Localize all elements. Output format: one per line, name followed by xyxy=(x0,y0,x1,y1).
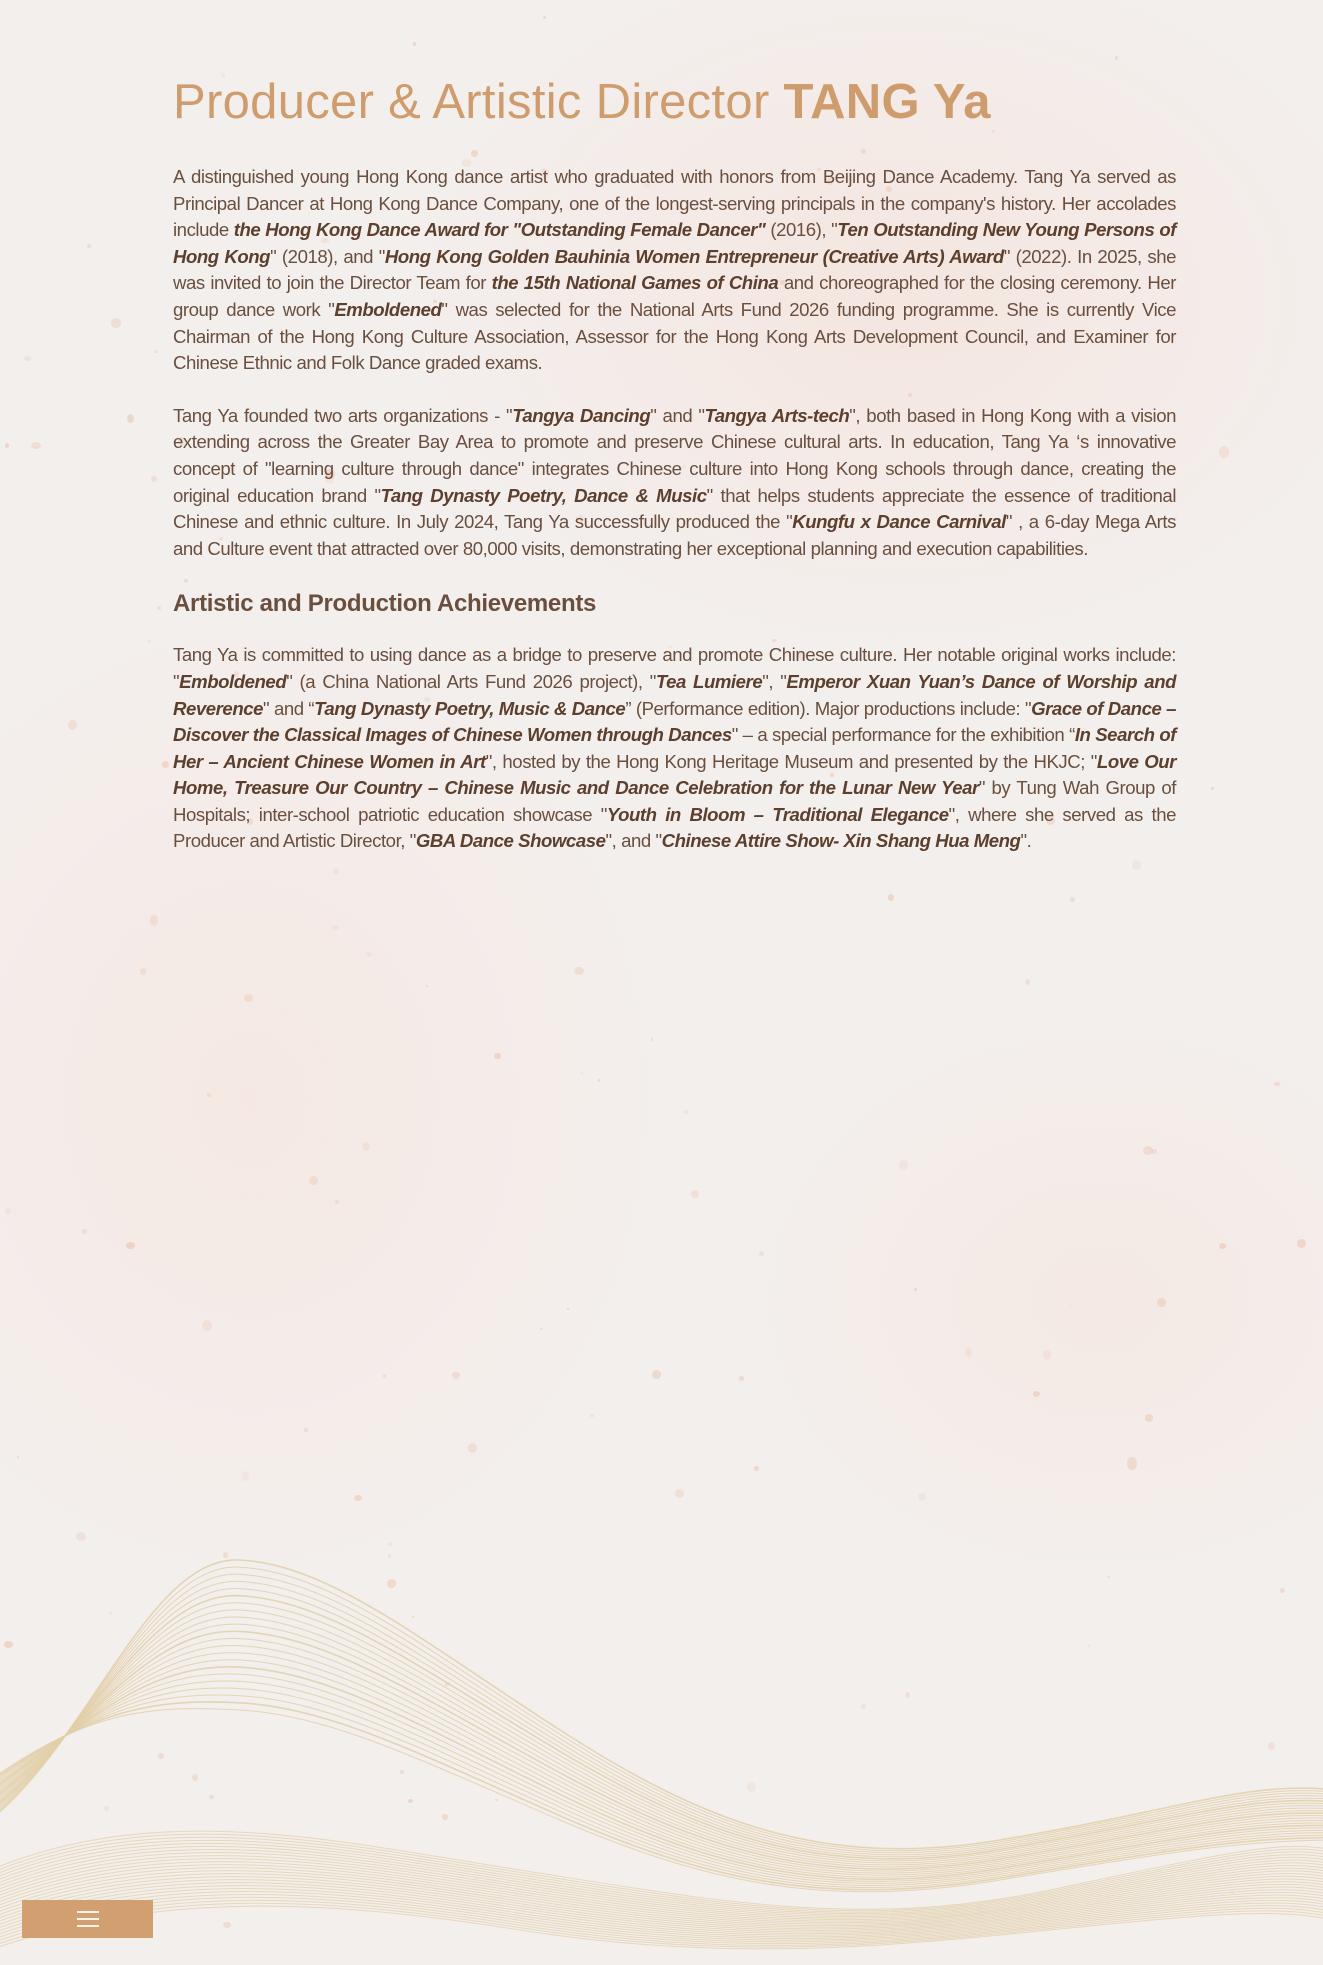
emphasized-title: Tea Lumiere xyxy=(655,670,763,692)
text-run: and choreographed for the closing ceremony. Her group dance work " xyxy=(173,272,1176,320)
bio-content xyxy=(173,70,1176,881)
emphasized-title: Ten Outstanding New Young Persons of Hong Kong xyxy=(173,219,1176,267)
text-run: ", and " xyxy=(605,830,662,852)
text-run: " by Tung Wah Group of Hospitals; inter-school patriotic education showcase " xyxy=(173,777,1176,825)
text-run: ". xyxy=(1020,830,1032,852)
text-run: " – a special performance for the exhibition “ xyxy=(731,724,1075,746)
emphasized-title: GBA Dance Showcase xyxy=(415,830,606,852)
text-run: ", hosted by the Hong Kong Heritage Museum and presented by the HKJC; " xyxy=(485,750,1097,772)
emphasized-title: In Search of Her – Ancient Chinese Women in Art xyxy=(173,724,1176,772)
text-run: " that helps students appreciate the essence of traditional Chinese and ethnic culture. In July 2024, Tang Ya successfully produced the " xyxy=(173,484,1177,533)
emphasized-title: Emperor Xuan Yuan’s Dance of Worship and Reverence xyxy=(173,670,1177,719)
text-run: Tang Ya is committed to using dance as a bridge to preserve and promote Chinese culture. Her notable original works include: " xyxy=(173,644,1176,692)
text-run: ", both based in Hong Kong with a vision extending across the Greater Bay Area to promote and preserve Chinese cultural arts. In education, Tang Ya ‘s innovative concept of "learning culture through dance" integrates Chinese culture into Hong Kong schools through dance, creating the original education brand " xyxy=(173,404,1176,506)
emphasized-title: Hong Kong Golden Bauhinia Women Entrepreneur (Creative Arts) Award xyxy=(384,245,1004,267)
text-run: A distinguished young Hong Kong dance artist who graduated with honors from Beijing Dance Academy. Tang Ya served as Principal Dancer at Hong Kong Dance Company, one of the longest-serving principals in the company's history. Her accolades include xyxy=(173,166,1176,241)
emphasized-title: Love Our Home, Treasure Our Country – Chinese Music and Dance Celebration for the Lunar New Year xyxy=(173,750,1176,799)
wave-lines-decoration xyxy=(0,1540,1323,1965)
page-title xyxy=(173,70,1176,134)
text-run: " and “ xyxy=(263,697,315,719)
menu-button[interactable] xyxy=(22,1900,153,1938)
bio-paragraph-2 xyxy=(173,403,1176,563)
text-run: " (2018), and " xyxy=(270,245,385,267)
hamburger-menu-icon xyxy=(77,1910,99,1928)
title-prefix: Producer & Artistic Director xyxy=(173,75,770,129)
text-run: (2016), " xyxy=(765,219,838,241)
text-run: " and " xyxy=(650,404,705,426)
text-run: Tang Ya founded two arts organizations - " xyxy=(173,404,513,426)
text-run: " , a 6-day Mega Arts and Culture event that attracted over 80,000 visits, demonstrating her exceptional planning and execution capabilities. xyxy=(173,511,1176,559)
emphasized-title: Kungfu x Dance Carnival xyxy=(792,511,1006,533)
emphasized-title: Tang Dynasty Poetry, Music & Dance xyxy=(314,697,626,719)
emphasized-title: Chinese Attire Show- Xin Shang Hua Meng xyxy=(661,830,1021,852)
text-run: ", where she served as the Producer and Artistic Director, " xyxy=(173,803,1177,852)
bio-paragraph-1 xyxy=(173,164,1176,377)
emphasized-title: Emboldened xyxy=(179,670,287,692)
text-run: ” (Performance edition). Major productions include: " xyxy=(625,697,1032,719)
emphasized-title: Tang Dynasty Poetry, Dance & Music xyxy=(380,484,707,506)
emphasized-title: the Hong Kong Dance Award for "Outstanding Female Dancer" xyxy=(233,219,766,241)
title-name: TANG Ya xyxy=(783,75,991,129)
emphasized-title: Tangya Arts-tech xyxy=(704,404,850,426)
section-heading-achievements: Artistic and Production Achievements xyxy=(173,590,597,618)
emphasized-title: Emboldened xyxy=(334,298,442,320)
text-run: " (a China National Arts Fund 2026 project), " xyxy=(286,670,656,692)
emphasized-title: Youth in Bloom – Traditional Elegance xyxy=(606,803,949,825)
text-run: " was selected for the National Arts Fund 2026 funding programme. She is currently Vice Chairman of the Hong Kong Culture Association, Assessor for the Hong Kong Arts Development Council, and Examiner for Chinese Ethnic and Folk Dance graded exams. xyxy=(173,298,1176,374)
achievements-paragraph xyxy=(173,642,1176,855)
text-run: " (2022). In 2025, she was invited to join the Director Team for xyxy=(173,245,1176,294)
emphasized-title: Tangya Dancing xyxy=(512,404,651,426)
emphasized-title: Grace of Dance – Discover the Classical Images of Chinese Women through Dances xyxy=(173,697,1177,746)
emphasized-title: the 15th National Games of China xyxy=(491,272,779,294)
text-run: ", " xyxy=(762,670,787,692)
